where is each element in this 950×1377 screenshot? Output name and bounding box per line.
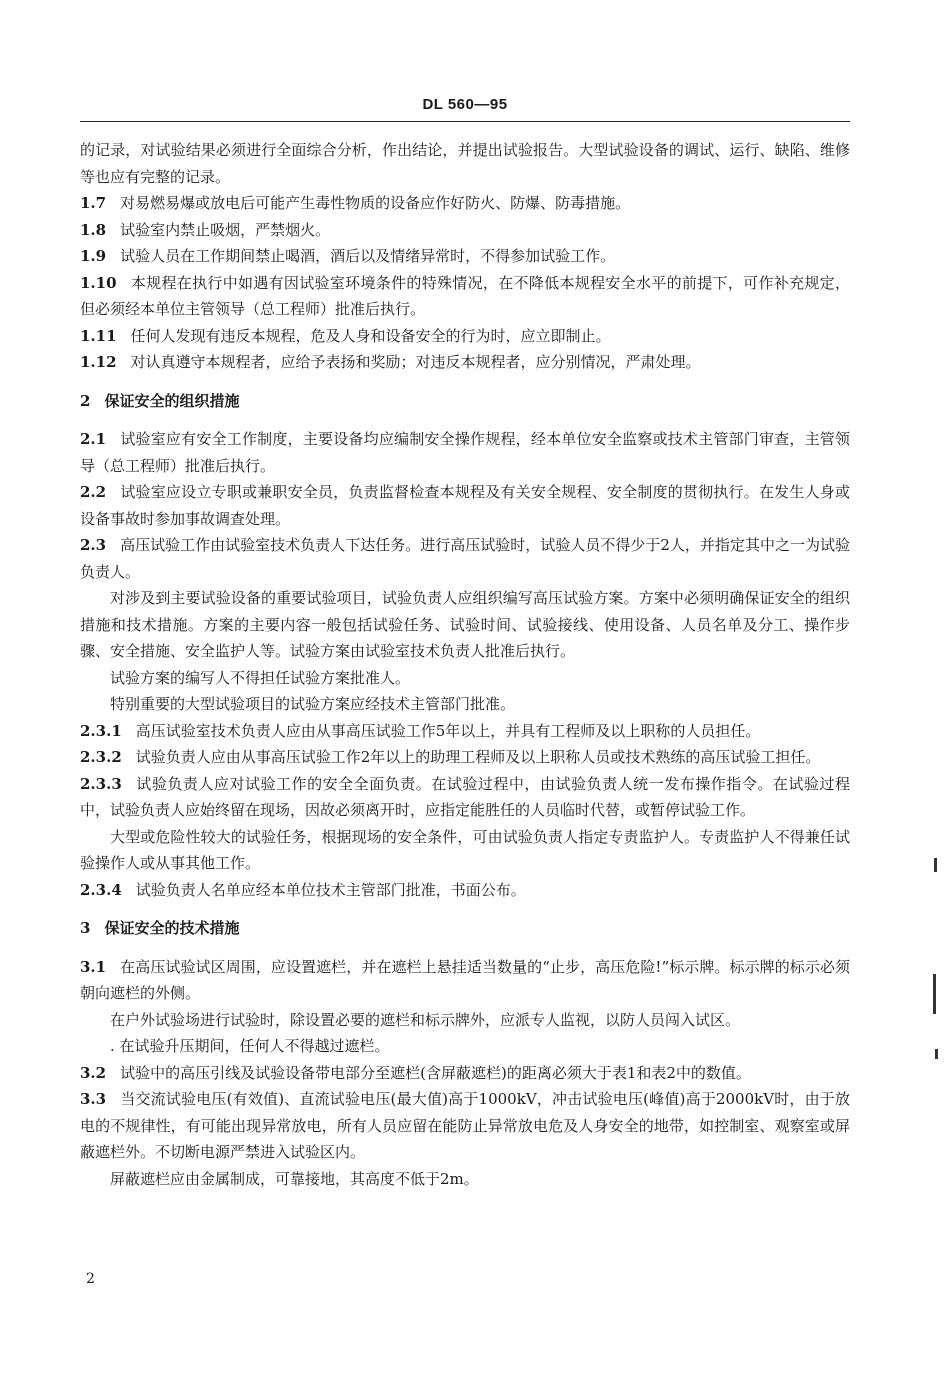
clause-text: 保证安全的组织措施	[104, 391, 240, 410]
clause-paragraph	[80, 954, 850, 1007]
document-body	[80, 137, 850, 1192]
clause-paragraph	[80, 1086, 850, 1166]
clause-text: 试验人员在工作期间禁止喝酒，酒后以及情绪异常时，不得参加试验工作。	[120, 247, 616, 265]
clause-text: 对涉及到主要试验设备的重要试验项目，试验负责人应组织编写高压试验方案。方案中必须明确保证安全的组织措施和技术措施。方案的主要内容一般包括试验任务、试验时间、试验接线、使用设备、人员名单及分工、操作步骤、安全措施、安全监护人等。试验方案由试验室技术负责人批准后执行。	[80, 589, 850, 660]
body-paragraph	[80, 137, 850, 190]
header-rule	[80, 121, 850, 122]
body-paragraph	[80, 1166, 850, 1193]
body-paragraph	[80, 1007, 850, 1034]
clause-text: 试验室应有安全工作制度，主要设备均应编制安全操作规程，经本单位安全监察或技术主管部门审查，主管领导（总工程师）批准后执行。	[80, 430, 850, 475]
document-code-header: DL 560—95	[422, 96, 508, 113]
clause-text: 试验方案的编写人不得担任试验方案批准人。	[110, 668, 411, 687]
clause-text: . 在试验升压期间，任何人不得越过遮栏。	[110, 1037, 390, 1055]
clause-paragraph	[80, 479, 850, 532]
clause-number: 2.3.4	[80, 880, 122, 899]
clause-number: 3.1	[80, 957, 107, 976]
clause-text: 试验负责人应对试验工作的安全全面负责。在试验过程中，由试验负责人统一发布操作指令。在试验过程中，试验负责人应始终留在现场，因故必须离开时，应指定能胜任的人员临时代替，或暂停试验工作。	[80, 774, 850, 819]
clause-paragraph	[80, 718, 850, 745]
clause-number: 1.9	[80, 247, 107, 265]
clause-number: 2.3.1	[80, 721, 122, 740]
clause-number: 3	[80, 919, 91, 937]
page-number: 2	[86, 1271, 95, 1287]
clause-paragraph	[80, 877, 850, 904]
scan-edge-mark	[934, 858, 937, 872]
clause-paragraph	[80, 771, 850, 824]
section-gap	[80, 376, 850, 388]
clause-paragraph	[80, 217, 850, 244]
clause-text: 对认真遵守本规程者，应给予表扬和奖励；对违反本规程者，应分别情况，严肃处理。	[130, 353, 701, 371]
clause-number: 1.8	[80, 220, 107, 239]
clause-number: 1.10	[80, 273, 117, 292]
section-heading	[80, 915, 850, 942]
clause-number: 1.11	[80, 326, 117, 345]
clause-text: 大型或危险性较大的试验任务，根据现场的安全条件，可由试验负责人指定专责监护人。专责监护人不得兼任试验操作人或从事其他工作。	[80, 827, 850, 872]
clause-number: 2	[80, 391, 91, 410]
clause-text: 的记录，对试验结果必须进行全面综合分析，作出结论，并提出试验报告。大型试验设备的调试、运行、缺陷、维修等也应有完整的记录。	[80, 141, 850, 186]
clause-text: 在户外试验场进行试验时，除设置必要的遮栏和标示牌外，应派专人监视，以防人员闯入试区。	[110, 1010, 741, 1029]
body-paragraph	[80, 1033, 850, 1060]
clause-paragraph	[80, 744, 850, 771]
clause-number: 3.3	[80, 1090, 107, 1108]
clause-paragraph	[80, 349, 850, 376]
clause-text: 任何人发现有违反本规程，危及人身和设备安全的行为时，应立即制止。	[130, 326, 611, 345]
clause-number: 1.12	[80, 353, 117, 371]
body-paragraph	[80, 585, 850, 665]
clause-paragraph	[80, 190, 850, 217]
clause-number: 2.3.3	[80, 774, 122, 793]
scan-edge-mark	[933, 974, 936, 1014]
clause-text: 特别重要的大型试验项目的试验方案应经技术主管部门批准。	[110, 695, 516, 713]
clause-text: 屏蔽遮栏应由金属制成，可靠接地，其高度不低于2m。	[110, 1169, 479, 1188]
clause-number: 2.3.2	[80, 748, 122, 766]
clause-paragraph	[80, 1060, 850, 1087]
clause-text: 试验室内禁止吸烟，严禁烟火。	[120, 220, 331, 239]
clause-number: 1.7	[80, 194, 107, 212]
clause-text: 在高压试验试区周围，应设置遮栏，并在遮栏上悬挂适当数量的“止步，高压危险!”标示牌。标示牌的标示必须朝向遮栏的外侧。	[80, 957, 850, 1002]
clause-paragraph	[80, 323, 850, 350]
body-paragraph	[80, 691, 850, 718]
section-gap	[80, 903, 850, 915]
clause-number: 2.2	[80, 483, 107, 501]
clause-number: 3.2	[80, 1063, 107, 1082]
clause-text: 对易燃易爆或放电后可能产生毒性物质的设备应作好防火、防爆、防毒措施。	[120, 194, 631, 212]
body-paragraph	[80, 665, 850, 692]
clause-text: 试验负责人名单应经本单位技术主管部门批准，书面公布。	[135, 880, 526, 899]
body-paragraph	[80, 824, 850, 877]
section-gap	[80, 414, 850, 426]
clause-paragraph	[80, 426, 850, 479]
section-heading	[80, 388, 850, 415]
clause-number: 2.3	[80, 536, 107, 554]
clause-paragraph	[80, 270, 850, 323]
section-gap	[80, 942, 850, 954]
clause-text: 本规程在执行中如遇有因试验室环境条件的特殊情况，在不降低本规程安全水平的前提下，可作补充规定，但必须经本单位主管领导（总工程师）批准后执行。	[80, 273, 850, 318]
clause-text: 高压试验工作由试验室技术负责人下达任务。进行高压试验时，试验人员不得少于2人，并指定其中之一为试验负责人。	[80, 536, 850, 581]
clause-paragraph	[80, 532, 850, 585]
clause-paragraph	[80, 243, 850, 270]
clause-text: 试验中的高压引线及试验设备带电部分至遮栏(含屏蔽遮栏)的距离必须大于表1和表2中的数值。	[120, 1063, 751, 1082]
clause-text: 保证安全的技术措施	[104, 919, 240, 937]
scan-edge-mark	[935, 1049, 938, 1059]
clause-text: 试验负责人应由从事高压试验工作2年以上的助理工程师及以上职称人员或技术熟练的高压试验工担任。	[135, 748, 821, 766]
clause-number: 2.1	[80, 430, 107, 448]
clause-text: 试验室应设立专职或兼职安全员，负责监督检查本规程及有关安全规程、安全制度的贯彻执行。在发生人身或设备事故时参加事故调查处理。	[80, 483, 850, 528]
clause-text: 高压试验室技术负责人应由从事高压试验工作5年以上，并具有工程师及以上职称的人员担任。	[135, 721, 761, 740]
clause-text: 当交流试验电压(有效值)、直流试验电压(最大值)高于1000kV，冲击试验电压(峰值)高于2000kV时，由于放电的不规律性，有可能出现异常放电，所有人员应留在能防止异常放电危及人身安全的地带，如控制室、观察室或屏蔽遮栏外。不切断电源严禁进入试验区内。	[80, 1090, 850, 1161]
